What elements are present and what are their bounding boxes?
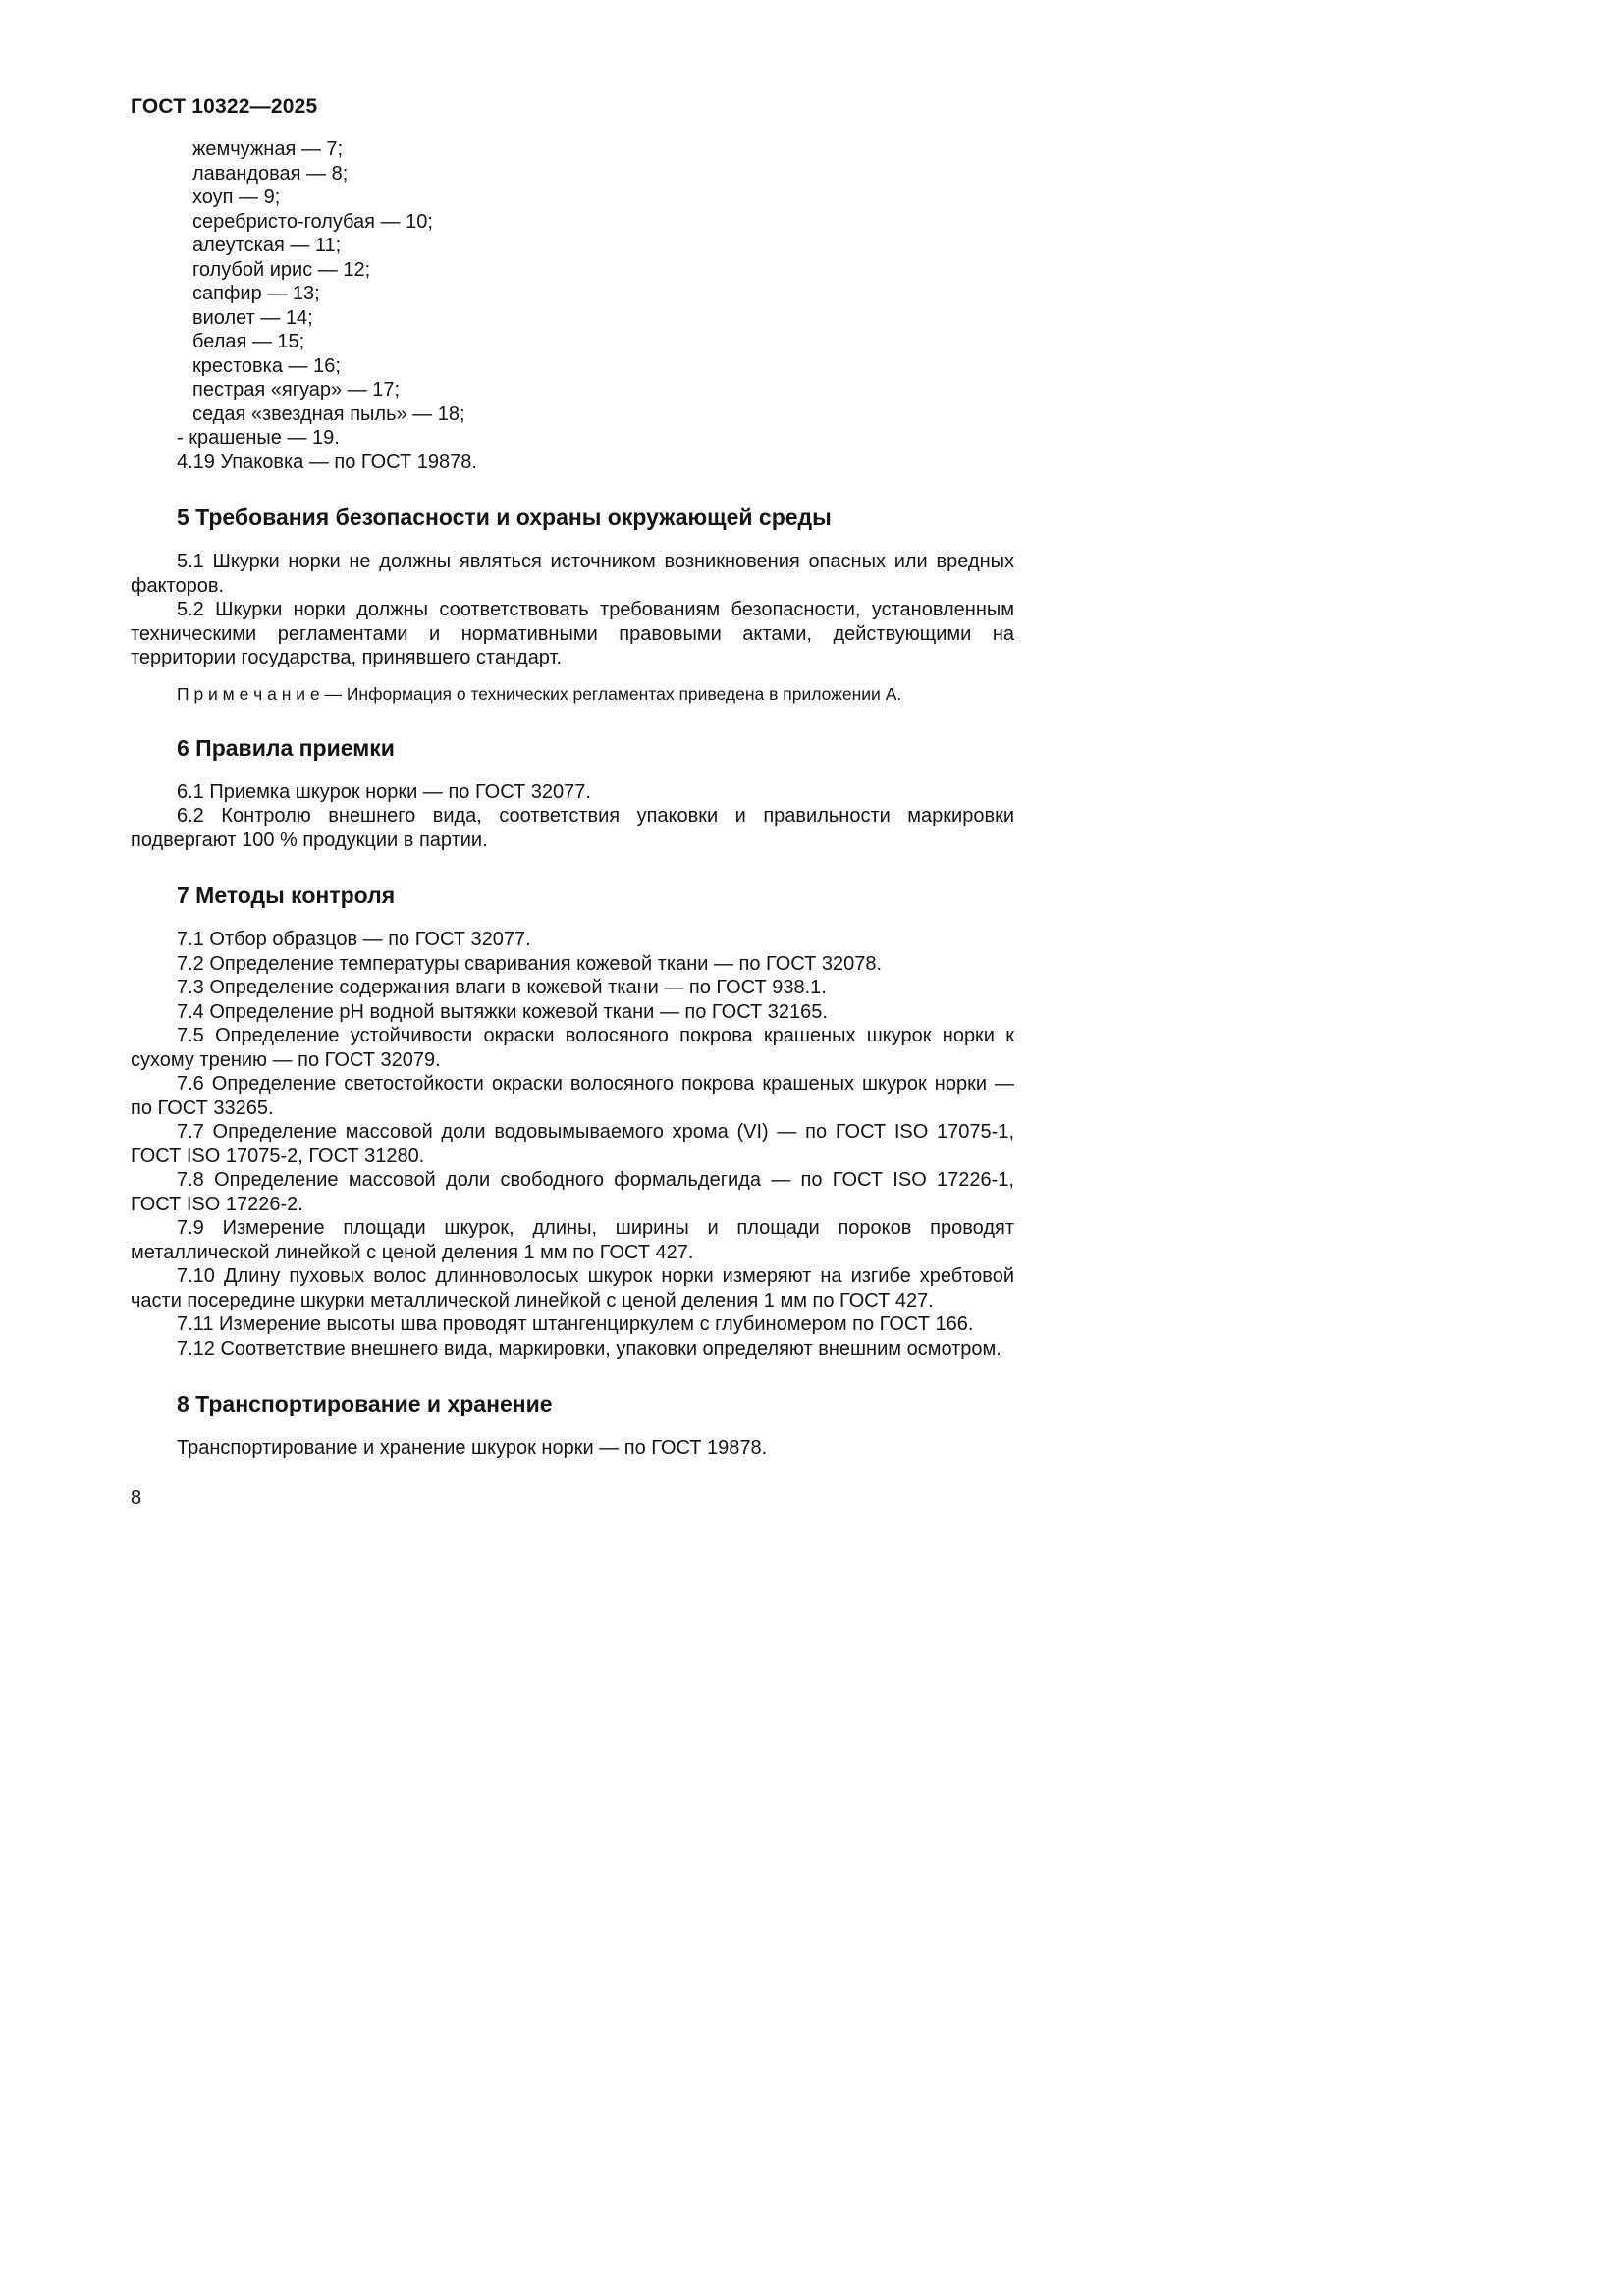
color-list-item: жемчужная — 7;: [192, 138, 344, 160]
color-list-item: голубой ирис — 12;: [192, 258, 371, 281]
clause-7-8: 7.8 Определение массовой доли свободного формальдегида — по ГОСТ ISO 17226-1, ГОСТ ISO 17226-2.: [131, 1169, 1014, 1215]
clause-7-3: 7.3 Определение содержания влаги в кожевой ткани — по ГОСТ 938.1.: [177, 977, 827, 998]
section-8-heading: 8 Транспортирование и хранение: [177, 1391, 553, 1416]
document-number: ГОСТ 10322—2025: [131, 95, 318, 118]
clause-6-1: 6.1 Приемка шкурок норки — по ГОСТ 32077.: [177, 780, 591, 803]
clause-8-body: Транспортирование и хранение шкурок норки — по ГОСТ 19878.: [177, 1437, 768, 1459]
clause-7-4: 7.4 Определение pH водной вытяжки кожевой ткани — по ГОСТ 32165.: [177, 1000, 828, 1023]
clause-7-7: 7.7 Определение массовой доли водовымываемого хрома (VI) — по ГОСТ ISO 17075-1, ГОСТ ISO 17075-2, ГОСТ 31280.: [131, 1121, 1014, 1167]
clause-4-19: 4.19 Упаковка — по ГОСТ 19878.: [177, 451, 477, 473]
section-7-heading: 7 Методы контроля: [177, 882, 396, 908]
section-5-heading: 5 Требования безопасности и охраны окружающей среды: [177, 505, 832, 530]
clause-7-2: 7.2 Определение температуры сваривания кожевой ткани — по ГОСТ 32078.: [177, 952, 883, 975]
clause-7-1: 7.1 Отбор образцов — по ГОСТ 32077.: [177, 929, 531, 950]
color-list-item-dyed: - крашеные — 19.: [177, 427, 340, 449]
clause-5-2: 5.2 Шкурки норки должны соответствовать требованиям безопасности, установленным техническими регламентами и нормативными правовыми актами, действующими на территории государства, принявшего стандарт.: [131, 599, 1014, 668]
document-content: [131, 94, 1014, 1510]
clause-7-9: 7.9 Измерение площади шкурок, длины, ширины и площади пороков проводят металлической линейкой с ценой деления 1 мм по ГОСТ 427.: [131, 1217, 1014, 1263]
clause-5-1: 5.1 Шкурки норки не должны являться источником возникновения опасных или вредных факторов.: [131, 551, 1014, 597]
section-7: [131, 881, 1014, 1361]
clause-7-10: 7.10 Длину пуховых волос длинноволосых шкурок норки измеряют на изгибе хребтовой части посередине шкурки металлической линейкой с ценой деления 1 мм по ГОСТ 427.: [131, 1265, 1014, 1311]
note-section-5: П р и м е ч а н и е — Информация о технических регламентах приведена в приложении А.: [177, 683, 902, 704]
color-list-item: виолет — 14;: [192, 306, 313, 329]
clause-7-11: 7.11 Измерение высоты шва проводят штангенциркулем с глубиномером по ГОСТ 166.: [177, 1313, 974, 1335]
color-list-item: белая — 15;: [192, 331, 305, 352]
color-list-item: лавандовая — 8;: [192, 162, 349, 185]
color-list-item: пестрая «ягуар» — 17;: [192, 379, 401, 400]
color-list-item: крестовка — 16;: [192, 354, 341, 377]
color-list-item: сапфир — 13;: [192, 283, 320, 304]
color-list-item: седая «звездная пыль» — 18;: [192, 402, 465, 425]
color-list: [131, 137, 1014, 451]
clause-6-2: 6.2 Контролю внешнего вида, соответствия упаковки и правильности маркировки подвергают 100 % продукции в партии.: [131, 805, 1014, 851]
page-number: 8: [131, 1486, 142, 1509]
section-6: [131, 734, 1014, 853]
color-list-item: хоуп — 9;: [192, 187, 281, 208]
clause-7-5: 7.5 Определение устойчивости окраски волосяного покрова крашеных шкурок норки к сухому трению — по ГОСТ 32079.: [131, 1025, 1014, 1071]
color-list-item: серебристо-голубая — 10;: [192, 210, 433, 233]
section-5: [131, 504, 1014, 705]
color-list-item: алеутская — 11;: [192, 235, 342, 256]
clause-7-6: 7.6 Определение светостойкости окраски волосяного покрова крашеных шкурок норки — по ГОСТ 33265.: [131, 1073, 1014, 1119]
section-8: [131, 1390, 1014, 1461]
clause-7-12: 7.12 Соответствие внешнего вида, маркировки, упаковки определяют внешним осмотром.: [177, 1337, 1001, 1360]
section-6-heading: 6 Правила приемки: [177, 734, 395, 761]
